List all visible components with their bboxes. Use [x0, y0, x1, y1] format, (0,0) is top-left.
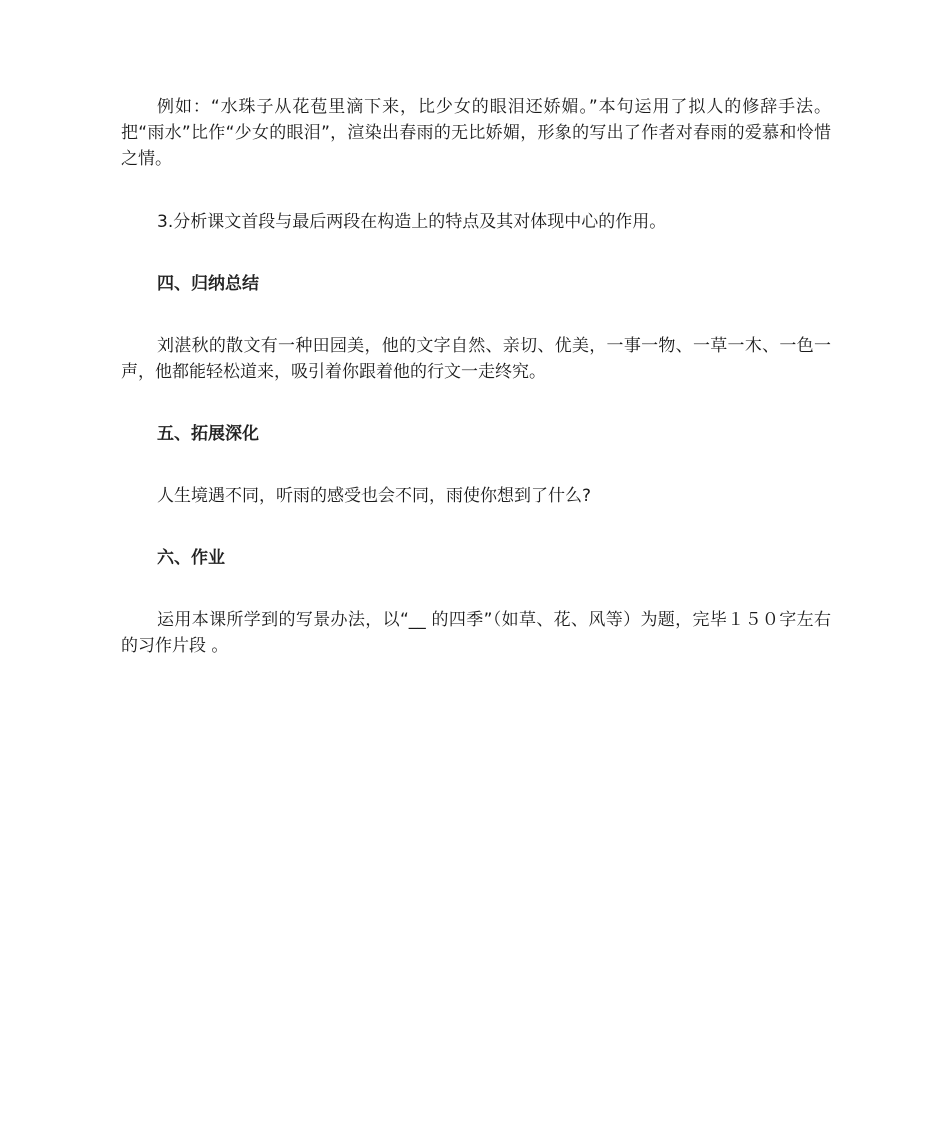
heading-extension: 五、拓展深化 [157, 424, 259, 444]
paragraph-rhetoric-example: 例如：“水珠子从花苞里滴下来，比少女的眼泪还娇媚。”本句运用了拟人的修辞手法。把“雨水”比作“少女的眼泪”，渲染出春雨的无比娇媚，形象的写出了作者对春雨的爱慕和怜惜之情。 [121, 97, 831, 169]
paragraph-summary-text: 刘湛秋的散文有一种田园美，他的文字自然、亲切、优美，一事一物、一草一木、一色一声，他都能轻松道来，吸引着你跟着他的行文一走终究。 [121, 336, 831, 382]
paragraph-homework-text: 运用本课所学到的写景办法，以“__ 的四季”（如草、花、风等）为题，完毕１５０字左右的习作片段 。 [121, 610, 831, 656]
heading-summary: 四、归纳总结 [157, 274, 259, 294]
heading-homework: 六、作业 [157, 548, 225, 568]
paragraph-extension-text: 人生境遇不同，听雨的感受也会不同，雨使你想到了什么? [157, 486, 592, 506]
document-page [121, 94, 831, 659]
paragraph-question-3: 3.分析课文首段与最后两段在构造上的特点及其对体现中心的作用。 [157, 212, 667, 232]
